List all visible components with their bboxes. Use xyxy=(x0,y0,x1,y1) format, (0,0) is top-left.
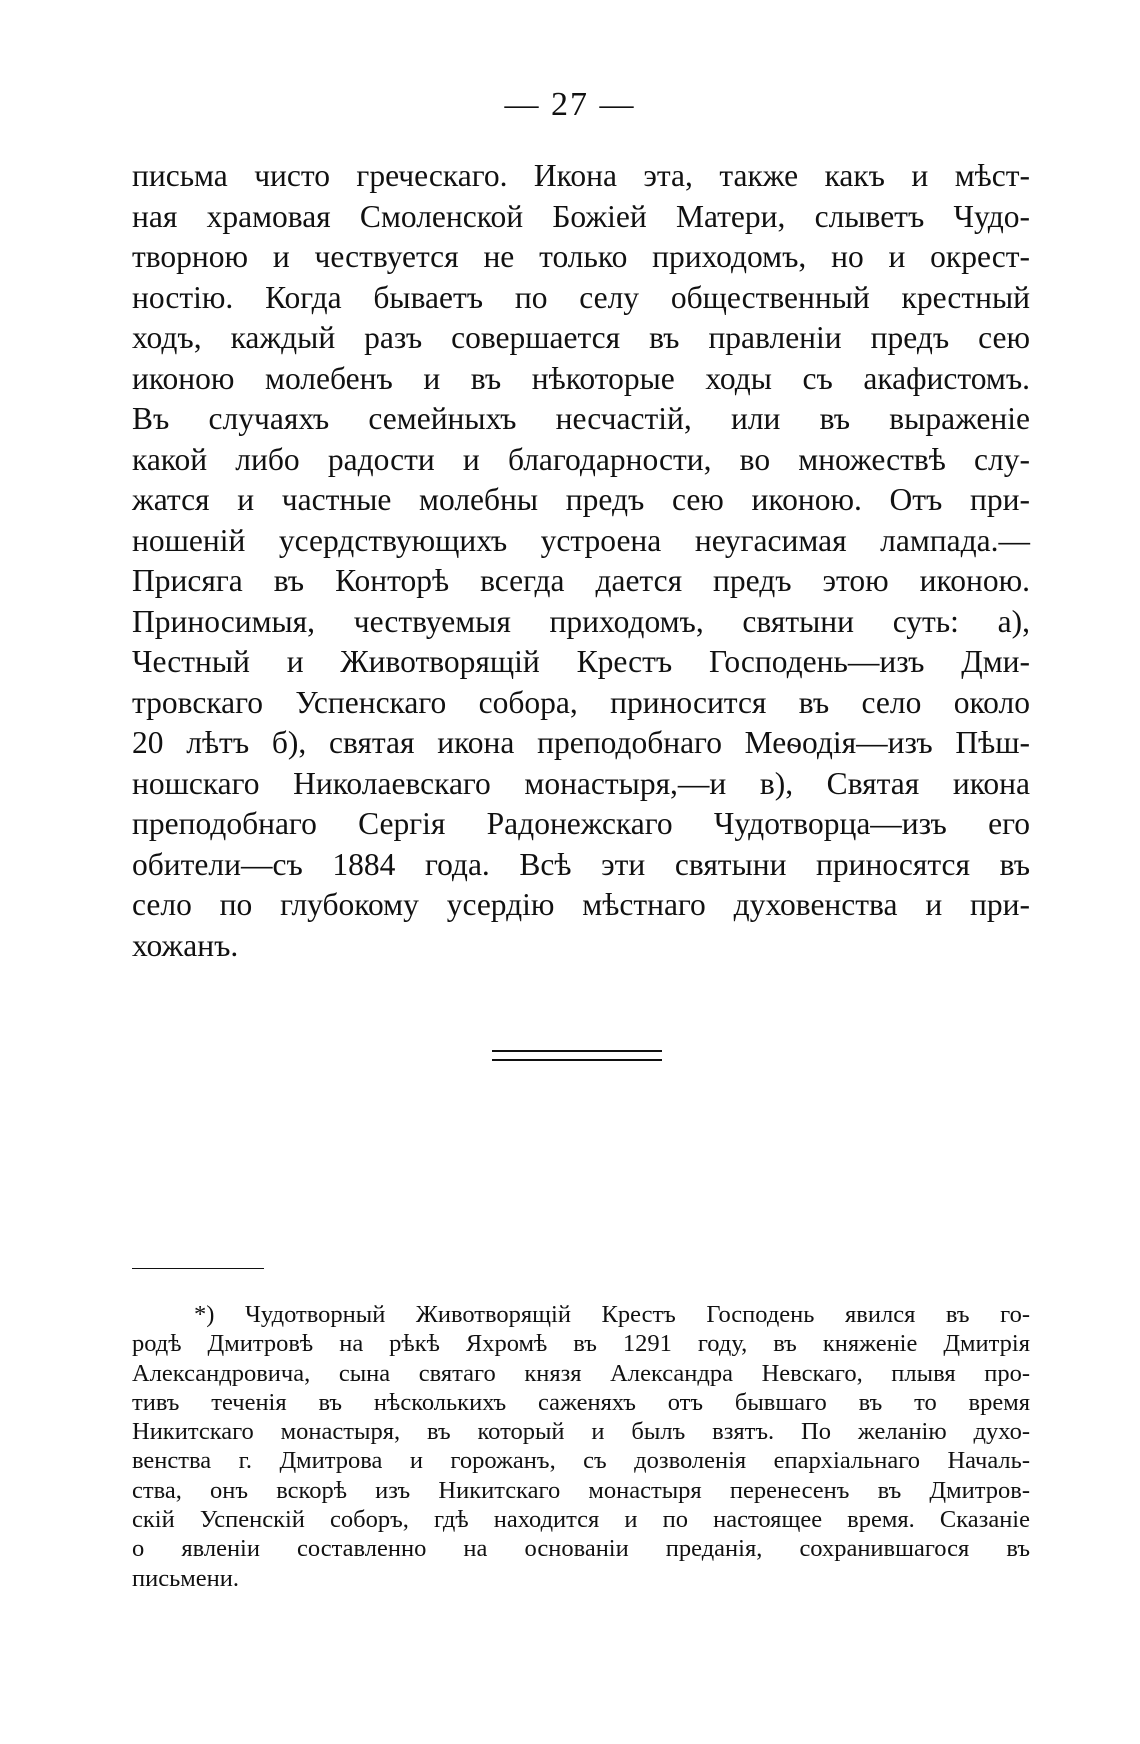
text-line: творною и чествуется не только приходомъ, но и окрест- xyxy=(132,239,1030,274)
text-line: письма чисто греческаго. Икона эта, также какъ и мѣст- xyxy=(132,158,1030,193)
footnote-line: ства, онъ вскорѣ изъ Никитскаго монастыря перенесенъ въ Дмитров- xyxy=(132,1476,1030,1504)
footnote-line: венства г. Дмитрова и горожанъ, съ дозволенія епархіальнаго Началь- xyxy=(132,1447,1030,1475)
footnote-line: Александровича, сына святаго князя Александра Невскаго, плывя про- xyxy=(132,1359,1030,1387)
page-number: — 27 — xyxy=(504,86,636,123)
footnote-line: о явленіи составленно на основаніи преданія, сохранившагося въ xyxy=(132,1535,1030,1563)
text-line: село по глубокому усердію мѣстнаго духовенства и при- xyxy=(132,887,1030,922)
text-line: Присяга въ Конторѣ всегда дается предъ этою иконою. xyxy=(132,563,1030,598)
text-line: жатся и частные молебны предъ сею иконою. Отъ при- xyxy=(132,482,1030,517)
footnote-line: тивъ теченія въ нѣсколькихъ саженяхъ отъ бывшаго въ то время xyxy=(132,1388,1030,1416)
text-line: ная храмовая Смоленской Божіей Матери, слыветъ Чудо- xyxy=(132,198,1030,234)
footnote-rule xyxy=(132,1268,264,1269)
text-line: иконою молебенъ и въ нѣкоторые ходы съ акафистомъ. xyxy=(132,360,1030,396)
footnote-line: скій Успенскій соборъ, гдѣ находится и по настоящее время. Сказаніе xyxy=(132,1506,1030,1534)
footnote-line: *) Чудотворный Животворящій Крестъ Господень явился въ го- xyxy=(194,1301,1030,1328)
text-line: хожанъ. xyxy=(132,927,239,963)
text-line: преподобнаго Сергія Радонежскаго Чудотворца—изъ его xyxy=(132,806,1030,841)
footnote xyxy=(132,1300,1030,1593)
text-line: Приносимыя, чествуемыя приходомъ, святыни суть: а), xyxy=(132,603,1030,639)
footnote-line: Никитскаго монастыря, въ который и былъ взятъ. По желанію духо- xyxy=(132,1418,1030,1446)
text-line: какой либо радости и благодарности, во множествѣ слу- xyxy=(132,441,1030,477)
text-line: Въ случаяхъ семейныхъ несчастій, или въ выраженіе xyxy=(132,401,1030,436)
text-line: ностію. Когда бываетъ по селу общественный крестный xyxy=(132,279,1030,315)
section-separator xyxy=(492,1050,662,1061)
text-line: ношскаго Николаевскаго монастыря,—и в), Святая икона xyxy=(132,765,1030,801)
text-line: Честный и Животворящій Крестъ Господень—изъ Дми- xyxy=(132,644,1030,679)
text-line: обители—съ 1884 года. Всѣ эти святыни приносятся въ xyxy=(132,846,1030,882)
text-line: тровскаго Успенскаго собора, приносится въ село около xyxy=(132,684,1030,720)
text-line: 20 лѣтъ б), святая икона преподобнаго Меѳодія—изъ Пѣш- xyxy=(132,725,1030,760)
footnote-line: письмени. xyxy=(132,1564,239,1592)
text-line: ходъ, каждый разъ совершается въ правленіи предъ сею xyxy=(132,320,1030,355)
footnote-line: родѣ Дмитровѣ на рѣкѣ Яхромѣ въ 1291 году, въ княженіе Дмитрія xyxy=(132,1330,1030,1358)
main-text xyxy=(132,156,1030,966)
text-line: ношеній усердствующихъ устроена неугасимая лампада.— xyxy=(132,522,1030,558)
